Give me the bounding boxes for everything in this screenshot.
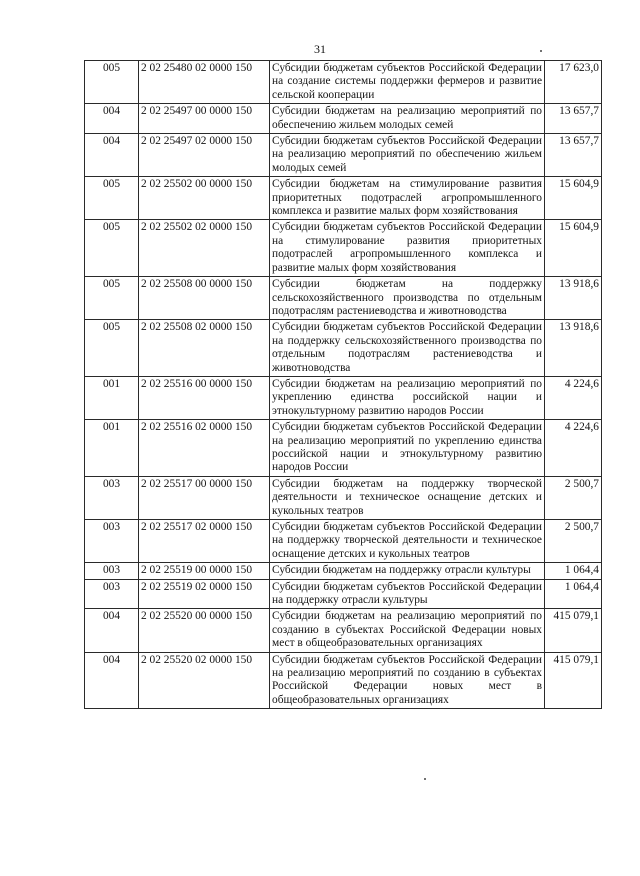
admin-code-cell: 005 xyxy=(85,177,139,220)
budget-code-cell: 2 02 25502 02 0000 150 xyxy=(139,220,270,277)
budget-code-cell: 2 02 25502 00 0000 150 xyxy=(139,177,270,220)
table-row xyxy=(85,220,602,277)
admin-code-cell: 003 xyxy=(85,520,139,563)
description-cell: Субсидии бюджетам субъектов Российской Федерации на создание системы поддержки фермеров и развитие сельской кооперации xyxy=(270,61,545,104)
table-row xyxy=(85,609,602,652)
budget-code-cell: 2 02 25508 02 0000 150 xyxy=(139,320,270,377)
budget-code-cell: 2 02 25520 00 0000 150 xyxy=(139,609,270,652)
description-cell: Субсидии бюджетам на реализацию мероприятий по созданию в субъектах Российской Федерации новых мест в общеобразовательных организациях xyxy=(270,609,545,652)
table-row xyxy=(85,579,602,609)
admin-code-cell: 004 xyxy=(85,609,139,652)
table-row xyxy=(85,420,602,477)
budget-code-cell: 2 02 25497 00 0000 150 xyxy=(139,104,270,134)
amount-cell: 13 657,7 xyxy=(545,104,602,134)
description-cell: Субсидии бюджетам субъектов Российской Федерации на стимулирование развития приоритетных подотраслей агропромышленного комплекса и развитие малых форм хозяйствования xyxy=(270,220,545,277)
amount-cell: 2 500,7 xyxy=(545,520,602,563)
amount-cell: 13 657,7 xyxy=(545,134,602,177)
amount-cell: 15 604,9 xyxy=(545,177,602,220)
description-cell: Субсидии бюджетам субъектов Российской Федерации на реализацию мероприятий по обеспечению жильем молодых семей xyxy=(270,134,545,177)
description-cell: Субсидии бюджетам субъектов Российской Федерации на поддержку творческой деятельности и техническое оснащение детских и кукольных театров xyxy=(270,520,545,563)
description-cell: Субсидии бюджетам субъектов Российской Федерации на реализацию мероприятий по созданию в субъектах Российской Федерации новых мест в общеобразовательных организациях xyxy=(270,652,545,709)
budget-code-cell: 2 02 25508 00 0000 150 xyxy=(139,277,270,320)
table-row xyxy=(85,476,602,519)
admin-code-cell: 001 xyxy=(85,420,139,477)
table-row xyxy=(85,520,602,563)
scan-speck xyxy=(424,778,426,780)
budget-code-cell: 2 02 25497 02 0000 150 xyxy=(139,134,270,177)
amount-cell: 17 623,0 xyxy=(545,61,602,104)
table-row xyxy=(85,652,602,709)
amount-cell: 4 224,6 xyxy=(545,420,602,477)
amount-cell: 1 064,4 xyxy=(545,563,602,579)
admin-code-cell: 001 xyxy=(85,376,139,419)
page-number: 31 xyxy=(314,42,326,56)
description-cell: Субсидии бюджетам на поддержку отрасли культуры xyxy=(270,563,545,579)
description-cell: Субсидии бюджетам на стимулирование развития приоритетных подотраслей агропромышленного комплекса и развитие малых форм хозяйствования xyxy=(270,177,545,220)
amount-cell: 2 500,7 xyxy=(545,476,602,519)
admin-code-cell: 005 xyxy=(85,61,139,104)
budget-code-cell: 2 02 25517 00 0000 150 xyxy=(139,476,270,519)
admin-code-cell: 003 xyxy=(85,476,139,519)
amount-cell: 415 079,1 xyxy=(545,652,602,709)
description-cell: Субсидии бюджетам на поддержку творческой деятельности и техническое оснащение детских и кукольных театров xyxy=(270,476,545,519)
table-row xyxy=(85,376,602,419)
admin-code-cell: 004 xyxy=(85,134,139,177)
table-row xyxy=(85,134,602,177)
budget-code-cell: 2 02 25519 00 0000 150 xyxy=(139,563,270,579)
budget-code-cell: 2 02 25516 00 0000 150 xyxy=(139,376,270,419)
admin-code-cell: 005 xyxy=(85,277,139,320)
description-cell: Субсидии бюджетам на поддержку сельскохозяйственного производства по отдельным подотраслям растениеводства и животноводства xyxy=(270,277,545,320)
budget-code-cell: 2 02 25516 02 0000 150 xyxy=(139,420,270,477)
budget-revenue-table xyxy=(84,60,602,709)
description-cell: Субсидии бюджетам на реализацию мероприятий по обеспечению жильем молодых семей xyxy=(270,104,545,134)
scan-speck xyxy=(540,50,542,52)
description-cell: Субсидии бюджетам субъектов Российской Федерации на поддержку отрасли культуры xyxy=(270,579,545,609)
table-row xyxy=(85,320,602,377)
admin-code-cell: 003 xyxy=(85,563,139,579)
amount-cell: 13 918,6 xyxy=(545,320,602,377)
amount-cell: 415 079,1 xyxy=(545,609,602,652)
admin-code-cell: 005 xyxy=(85,220,139,277)
table-row xyxy=(85,104,602,134)
budget-code-cell: 2 02 25517 02 0000 150 xyxy=(139,520,270,563)
table-row xyxy=(85,563,602,579)
admin-code-cell: 004 xyxy=(85,104,139,134)
table-row xyxy=(85,277,602,320)
amount-cell: 13 918,6 xyxy=(545,277,602,320)
table-row xyxy=(85,177,602,220)
amount-cell: 4 224,6 xyxy=(545,376,602,419)
description-cell: Субсидии бюджетам субъектов Российской Федерации на реализацию мероприятий по укреплению единства российской нации и этнокультурному развитию народов России xyxy=(270,420,545,477)
amount-cell: 1 064,4 xyxy=(545,579,602,609)
budget-code-cell: 2 02 25480 02 0000 150 xyxy=(139,61,270,104)
description-cell: Субсидии бюджетам субъектов Российской Федерации на поддержку сельскохозяйственного производства по отдельным подотраслям растениеводства и животноводства xyxy=(270,320,545,377)
admin-code-cell: 005 xyxy=(85,320,139,377)
description-cell: Субсидии бюджетам на реализацию мероприятий по укреплению единства российской нации и этнокультурному развитию народов России xyxy=(270,376,545,419)
budget-code-cell: 2 02 25519 02 0000 150 xyxy=(139,579,270,609)
table-row xyxy=(85,61,602,104)
admin-code-cell: 004 xyxy=(85,652,139,709)
budget-code-cell: 2 02 25520 02 0000 150 xyxy=(139,652,270,709)
amount-cell: 15 604,9 xyxy=(545,220,602,277)
admin-code-cell: 003 xyxy=(85,579,139,609)
